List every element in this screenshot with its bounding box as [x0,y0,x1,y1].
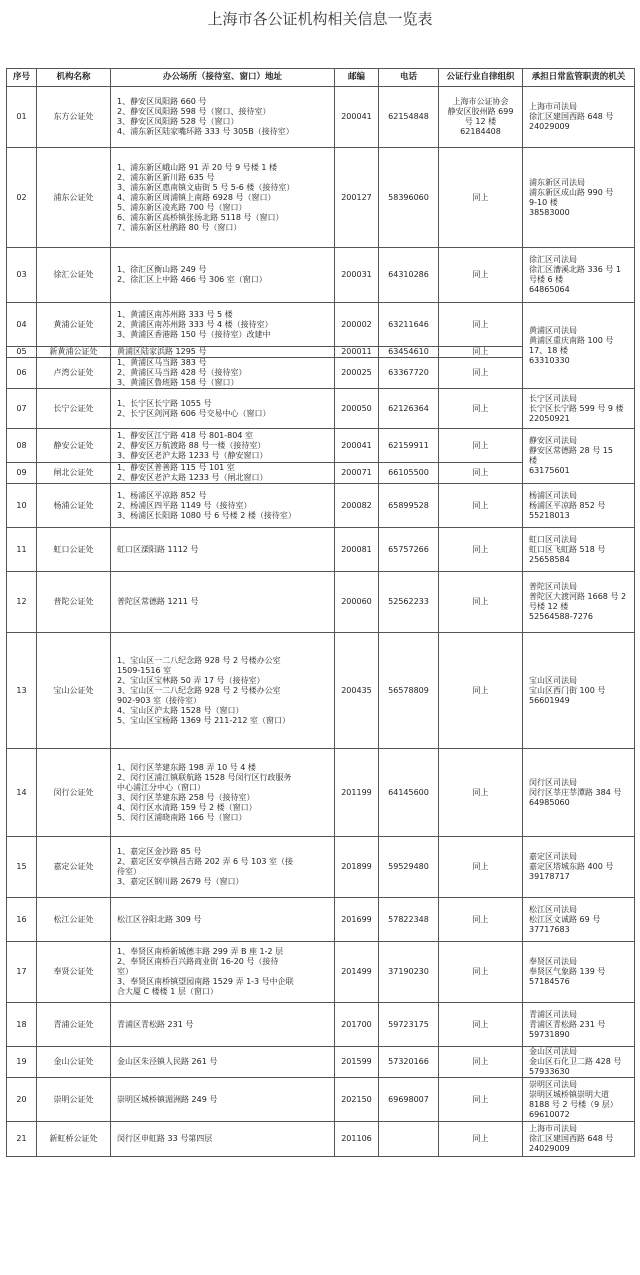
zip-code: 200060 [335,572,379,633]
address-line: 2、徐汇区上中路 466 号 306 室（窗口） [117,275,267,284]
address-line: 待室） [117,867,141,876]
zip-code: 200025 [335,358,379,389]
table-row [7,303,635,347]
office-name: 金山公证处 [37,1047,111,1078]
supervisor-line: 17、18 楼 [529,345,568,355]
address-line: 1509-1516 室 [117,665,172,675]
table-row [7,633,635,749]
supervisor-line: 静安区司法局 [529,436,577,445]
row-number: 14 [7,749,37,837]
zip-code: 200041 [335,429,379,463]
phone: 65757266 [379,528,439,572]
phone: 52562233 [379,572,439,633]
header-name: 机构名称 [37,69,111,87]
office-address [111,572,335,633]
association-same: 同上 [439,837,523,898]
supervisor-line: 青浦区司法局 [529,1009,577,1019]
supervisor-line: 青浦区青松路 231 号 [529,1019,606,1029]
supervisor-info [523,1047,635,1078]
office-name: 长宁公证处 [37,389,111,429]
zip-code: 200071 [335,463,379,484]
association-same: 同上 [439,148,523,248]
association-same: 同上 [439,484,523,528]
address-line: 1、徐汇区衡山路 249 号 [117,265,207,274]
supervisor-line: 上海市司法局 [529,1124,577,1133]
zip-code: 200435 [335,633,379,749]
zip-code: 200031 [335,248,379,303]
supervisor-line: 24029009 [529,1144,570,1153]
supervisor-line: 浦东新区司法局 [529,177,585,187]
row-number: 17 [7,942,37,1003]
association-same: 同上 [439,1078,523,1122]
phone: 62159911 [379,429,439,463]
office-address [111,389,335,429]
supervisor-line: 长宁区长宁路 599 号 9 楼 [529,403,624,413]
supervisor-line: 长宁区司法局 [529,393,577,403]
table-row [7,572,635,633]
address-line: 1、宝山区一二八纪念路 928 号 2 号楼办公室 [117,655,281,665]
header-no: 序号 [7,69,37,87]
supervisor-line: 黄浦区司法局 [529,325,577,335]
office-name: 新虹桥公证处 [37,1122,111,1157]
zip-code: 200082 [335,484,379,528]
zip-code: 201199 [335,749,379,837]
supervisor-info [523,303,635,389]
address-line: 1、黄浦区马当路 383 号 [117,358,207,367]
address-line: 902-903 室（接待室） [117,695,201,705]
office-name: 青浦公证处 [37,1003,111,1047]
row-number: 16 [7,898,37,942]
address-line: 5、浦东新区凌兆路 700 号（窗口） [117,202,247,212]
office-address [111,347,335,358]
supervisor-info [523,429,635,484]
zip-code: 201899 [335,837,379,898]
phone: 62126364 [379,389,439,429]
office-name: 卢湾公证处 [37,358,111,389]
phone [379,1122,439,1157]
address-line: 2、长宁区剑河路 606 号交易中心（窗口） [117,408,271,418]
office-name: 崇明公证处 [37,1078,111,1122]
header-phone: 电话 [379,69,439,87]
supervisor-line: 39178717 [529,872,570,881]
phone: 57320166 [379,1047,439,1078]
supervisor-line: 55218013 [529,510,570,520]
supervisor-line: 37717683 [529,924,570,934]
supervisor-line: 57933630 [529,1067,570,1076]
address-line: 3、黄浦区香港路 150 号（接待室）改建中 [117,329,271,339]
supervisor-line: 杨浦区司法局 [529,490,577,500]
supervisor-line: 闵行区司法局 [529,777,577,787]
office-address [111,248,335,303]
office-address [111,837,335,898]
supervisor-line: 56601949 [529,695,570,705]
table-row [7,1003,635,1047]
phone: 65899528 [379,484,439,528]
zip-code: 201106 [335,1122,379,1157]
address-line: 2、杨浦区四平路 1149 号（接待室） [117,500,252,510]
association-same: 同上 [439,1122,523,1157]
supervisor-line: 25658584 [529,554,570,564]
supervisor-line: 徐汇区漕溪北路 336 号 1 [529,265,621,274]
supervisor-line: 号楼 6 楼 [529,275,564,284]
zip-code: 200041 [335,87,379,148]
supervisor-line: 楼 [529,456,537,465]
address-line: 3、奉贤区南桥镇望园南路 1529 弄 1-3 号中企联 [117,977,294,986]
row-number: 09 [7,463,37,484]
address-line: 松江区谷阳北路 309 号 [117,914,202,924]
office-name: 闸北公证处 [37,463,111,484]
supervisor-line: 杨浦区平凉路 852 号 [529,500,606,510]
supervisor-line: 虹口区司法局 [529,534,577,544]
office-address [111,303,335,347]
association-line: 上海市公证协会 [452,97,509,106]
address-line: 2、黄浦区南苏州路 333 号 4 楼（接待室） [117,319,273,329]
phone: 62154848 [379,87,439,148]
supervisor-line: 63310330 [529,355,570,365]
table-row [7,248,635,303]
row-number: 10 [7,484,37,528]
header-address: 办公场所（接待室、窗口）地址 [111,69,335,87]
office-address [111,942,335,1003]
header-row [7,69,635,87]
office-address [111,633,335,749]
office-name: 松江公证处 [37,898,111,942]
address-line: 1、静安区普善路 115 号 101 室 [117,463,235,472]
office-address [111,358,335,389]
supervisor-line: 闵行区莘庄莘潭路 384 号 [529,787,622,797]
office-address [111,1047,335,1078]
supervisor-info [523,1078,635,1122]
table-row [7,898,635,942]
supervisor-line: 8188 号 2 号楼（9 层） [529,1099,618,1109]
office-name: 新黄浦公证处 [37,347,111,358]
office-name: 东方公证处 [37,87,111,148]
supervisor-line: 64985060 [529,797,570,807]
supervisor-info [523,528,635,572]
phone: 56578809 [379,633,439,749]
supervisor-info [523,572,635,633]
office-name: 宝山公证处 [37,633,111,749]
office-name: 普陀公证处 [37,572,111,633]
association-same: 同上 [439,248,523,303]
row-number: 03 [7,248,37,303]
office-name: 浦东公证处 [37,148,111,248]
supervisor-info [523,484,635,528]
address-line: 中心浦江分中心（窗口） [117,782,205,792]
phone: 37190230 [379,942,439,1003]
phone: 66105500 [379,463,439,484]
address-line: 青浦区青松路 231 号 [117,1019,194,1029]
zip-code: 201699 [335,898,379,942]
address-line: 1、嘉定区金沙路 85 号 [117,847,202,856]
zip-code: 200011 [335,347,379,358]
phone: 57822348 [379,898,439,942]
address-line: 5、宝山区宝杨路 1369 号 211-212 室（窗口） [117,715,291,725]
supervisor-info [523,942,635,1003]
phone: 63367720 [379,358,439,389]
supervisor-line: 38583000 [529,207,570,217]
supervisor-line: 金山区司法局 [529,1047,577,1056]
office-address [111,1078,335,1122]
table-row [7,1122,635,1157]
supervisor-line: 黄浦区重庆南路 100 号 [529,335,614,345]
supervisor-line: 普陀区大渡河路 1668 号 2 [529,592,627,601]
office-name: 奉贤公证处 [37,942,111,1003]
phone: 58396060 [379,148,439,248]
header-zip: 邮编 [335,69,379,87]
association-same: 同上 [439,463,523,484]
row-number: 19 [7,1047,37,1078]
row-number: 20 [7,1078,37,1122]
address-line: 2、黄浦区马当路 428 号（接待室） [117,368,247,377]
office-address [111,898,335,942]
office-address [111,484,335,528]
association-same: 同上 [439,429,523,463]
supervisor-line: 69610072 [529,1109,570,1119]
office-name: 杨浦公证处 [37,484,111,528]
supervisor-line: 22050921 [529,413,570,423]
supervisor-line: 奉贤区司法局 [529,957,577,966]
office-name: 徐汇公证处 [37,248,111,303]
association-same: 同上 [439,528,523,572]
zip-code: 200081 [335,528,379,572]
supervisor-line: 63175601 [529,466,570,475]
zip-code: 201499 [335,942,379,1003]
office-address [111,87,335,148]
office-name: 嘉定公证处 [37,837,111,898]
supervisor-line: 嘉定区司法局 [529,852,577,861]
office-address [111,749,335,837]
table-row [7,148,635,248]
address-line: 2、静安区万航渡路 88 号一楼（接待室） [117,440,266,450]
address-line: 3、静安区老沪太路 1233 号（静安窗口） [117,450,268,460]
notary-table [6,68,635,1157]
address-line: 4、浦东新区周浦镇上南路 6928 号（窗口） [117,192,276,202]
office-address [111,429,335,463]
phone: 69698007 [379,1078,439,1122]
row-number: 11 [7,528,37,572]
supervisor-line: 奉贤区气象路 139 号 [529,967,606,976]
row-number: 07 [7,389,37,429]
row-number: 04 [7,303,37,347]
supervisor-info [523,389,635,429]
office-name: 虹口公证处 [37,528,111,572]
association-same: 同上 [439,347,523,358]
association-same: 同上 [439,303,523,347]
supervisor-line: 徐汇区建国西路 648 号 [529,1134,614,1143]
supervisor-info [523,749,635,837]
association-same: 同上 [439,633,523,749]
supervisor-line: 崇明区司法局 [529,1079,577,1089]
supervisor-line: 9-10 楼 [529,197,558,207]
address-line: 1、杨浦区平凉路 852 号 [117,490,207,500]
office-name: 静安公证处 [37,429,111,463]
table-row [7,942,635,1003]
supervisor-line: 24029009 [529,122,570,131]
phone: 63454610 [379,347,439,358]
address-line: 金山区朱泾镇人民路 261 号 [117,1057,218,1066]
address-line: 虹口区溧阳路 1112 号 [117,544,199,554]
supervisor-line: 上海市司法局 [529,102,577,111]
association-same: 同上 [439,942,523,1003]
supervisor-line: 金山区石化卫二路 428 号 [529,1057,622,1066]
address-line: 3、宝山区一二八纪念路 928 号 2 号楼办公室 [117,685,281,695]
address-line: 3、黄浦区鲁班路 158 号（窗口） [117,378,239,387]
office-address [111,1122,335,1157]
address-line: 崇明区城桥镇湄洲路 249 号 [117,1094,218,1104]
supervisor-line: 号楼 12 楼 [529,602,569,611]
supervisor-line: 徐汇区建国西路 648 号 [529,112,614,121]
address-line: 2、浦东新区新川路 635 号 [117,172,215,182]
header-supervisor: 承担日常监管职责的机关 [523,69,635,87]
supervisor-info [523,1003,635,1047]
supervisor-info [523,898,635,942]
association-same: 同上 [439,572,523,633]
address-line: 1、静安区江宁路 418 号 801-804 室 [117,430,253,440]
zip-code: 200050 [335,389,379,429]
row-number: 05 [7,347,37,358]
address-line: 黄浦区陆家浜路 1295 号 [117,347,207,356]
address-line: 1、黄浦区南苏州路 333 号 5 楼 [117,309,233,319]
association-same: 同上 [439,898,523,942]
office-address [111,463,335,484]
office-address [111,148,335,248]
supervisor-line: 松江区文诚路 69 号 [529,914,601,924]
supervisor-line: 宝山区司法局 [529,675,577,685]
address-line: 2、嘉定区安亭镇昌吉路 202 弄 6 号 103 室（接 [117,857,293,866]
supervisor-line: 静安区常德路 28 号 15 [529,446,613,455]
association-same: 同上 [439,749,523,837]
row-number: 08 [7,429,37,463]
supervisor-line: 松江区司法局 [529,904,577,914]
zip-code: 200127 [335,148,379,248]
address-line: 1、静安区凤阳路 660 号 [117,97,207,106]
supervisor-line: 虹口区飞虹路 518 号 [529,544,606,554]
row-number: 13 [7,633,37,749]
row-number: 01 [7,87,37,148]
supervisor-line: 崇明区城桥镇崇明大道 [529,1089,609,1099]
row-number: 12 [7,572,37,633]
address-line: 4、浦东新区陆家嘴环路 333 号 305B（接待室） [117,127,294,136]
address-line: 2、静安区老沪太路 1233 号（闸北窗口） [117,473,268,482]
address-line: 1、浦东新区峨山路 91 弄 20 号 9 号楼 1 楼 [117,162,277,172]
address-line: 4、宝山区沪太路 1528 号（窗口） [117,705,244,715]
address-line: 2、宝山区宝林路 50 弄 17 号（接待室） [117,675,265,685]
association-line: 静安区胶州路 699 [447,107,514,116]
office-name: 闵行公证处 [37,749,111,837]
association-same: 同上 [439,358,523,389]
phone: 63211646 [379,303,439,347]
address-line: 7、浦东新区杜鹃路 80 号（窗口） [117,222,242,232]
address-line: 2、奉贤区南桥百兴路商业街 16-20 号（接待 [117,957,279,966]
office-name: 黄浦公证处 [37,303,111,347]
row-number: 06 [7,358,37,389]
zip-code: 201599 [335,1047,379,1078]
address-line: 2、静安区凤阳路 598 号（窗口、接待室） [117,107,271,116]
supervisor-line: 普陀区司法局 [529,582,577,591]
association-same: 同上 [439,389,523,429]
address-line: 2、闵行区浦江镇联航路 1528 号闵行区行政服务 [117,772,292,782]
address-line: 3、浦东新区惠南镇文庙街 5 号 5-6 楼（接待室） [117,182,295,192]
supervisor-line: 宝山区西门街 100 号 [529,685,606,695]
association-same: 同上 [439,1047,523,1078]
zip-code: 200002 [335,303,379,347]
address-line: 5、闵行区浦晓南路 166 号（窗口） [117,812,247,822]
table-row [7,1047,635,1078]
address-line: 4、闵行区水清路 159 号 2 楼（窗口） [117,802,257,812]
table-row [7,389,635,429]
office-address [111,1003,335,1047]
supervisor-line: 64865064 [529,285,570,294]
phone: 64310286 [379,248,439,303]
association-line: 号 12 楼 [464,117,497,126]
supervisor-info [523,1122,635,1157]
zip-code: 201700 [335,1003,379,1047]
supervisor-info [523,148,635,248]
table-row [7,528,635,572]
row-number: 18 [7,1003,37,1047]
table-row [7,1078,635,1122]
supervisor-line: 浦东新区成山路 990 号 [529,187,614,197]
address-line: 1、长宁区长宁路 1055 号 [117,398,212,408]
address-line: 6、浦东新区高桥镇张扬北路 5118 号（窗口） [117,212,284,222]
address-line: 室） [117,967,133,976]
address-line: 3、静安区凤阳路 528 号（窗口） [117,117,239,126]
row-number: 02 [7,148,37,248]
association-same: 同上 [439,1003,523,1047]
association-info [439,87,523,148]
address-line: 1、闵行区莘建东路 198 弄 10 号 4 楼 [117,762,256,772]
phone: 59529480 [379,837,439,898]
address-line: 合大厦 C 楼楼 1 层（窗口） [117,987,218,996]
office-address [111,528,335,572]
row-number: 15 [7,837,37,898]
table-row [7,87,635,148]
table-row [7,749,635,837]
phone: 64145600 [379,749,439,837]
header-association: 公证行业自律组织 [439,69,523,87]
phone: 59723175 [379,1003,439,1047]
address-line: 3、闵行区莘建东路 258 号（接待室） [117,792,255,802]
supervisor-line: 52564588-7276 [529,612,593,621]
supervisor-line: 嘉定区塔城东路 400 号 [529,862,614,871]
table-row [7,484,635,528]
table-row [7,429,635,463]
address-line: 闵行区申虹路 33 号第四层 [117,1134,213,1143]
supervisor-info [523,87,635,148]
supervisor-info [523,633,635,749]
address-line: 普陀区常德路 1211 号 [117,597,199,606]
supervisor-info [523,837,635,898]
association-line: 62184408 [460,127,501,136]
address-line: 3、杨浦区长阳路 1080 号 6 号楼 2 楼（接待室） [117,510,296,520]
table-row [7,837,635,898]
address-line: 3、嘉定区钢川路 2679 号（窗口） [117,877,244,886]
supervisor-line: 57184576 [529,977,570,986]
supervisor-line: 徐汇区司法局 [529,255,577,264]
address-line: 1、奉贤区南桥新城德丰路 299 弄 B 座 1-2 层 [117,947,284,956]
supervisor-info [523,248,635,303]
page-title: 上海市各公证机构相关信息一览表 [207,10,433,28]
row-number: 21 [7,1122,37,1157]
zip-code: 202150 [335,1078,379,1122]
supervisor-line: 59731890 [529,1029,570,1039]
